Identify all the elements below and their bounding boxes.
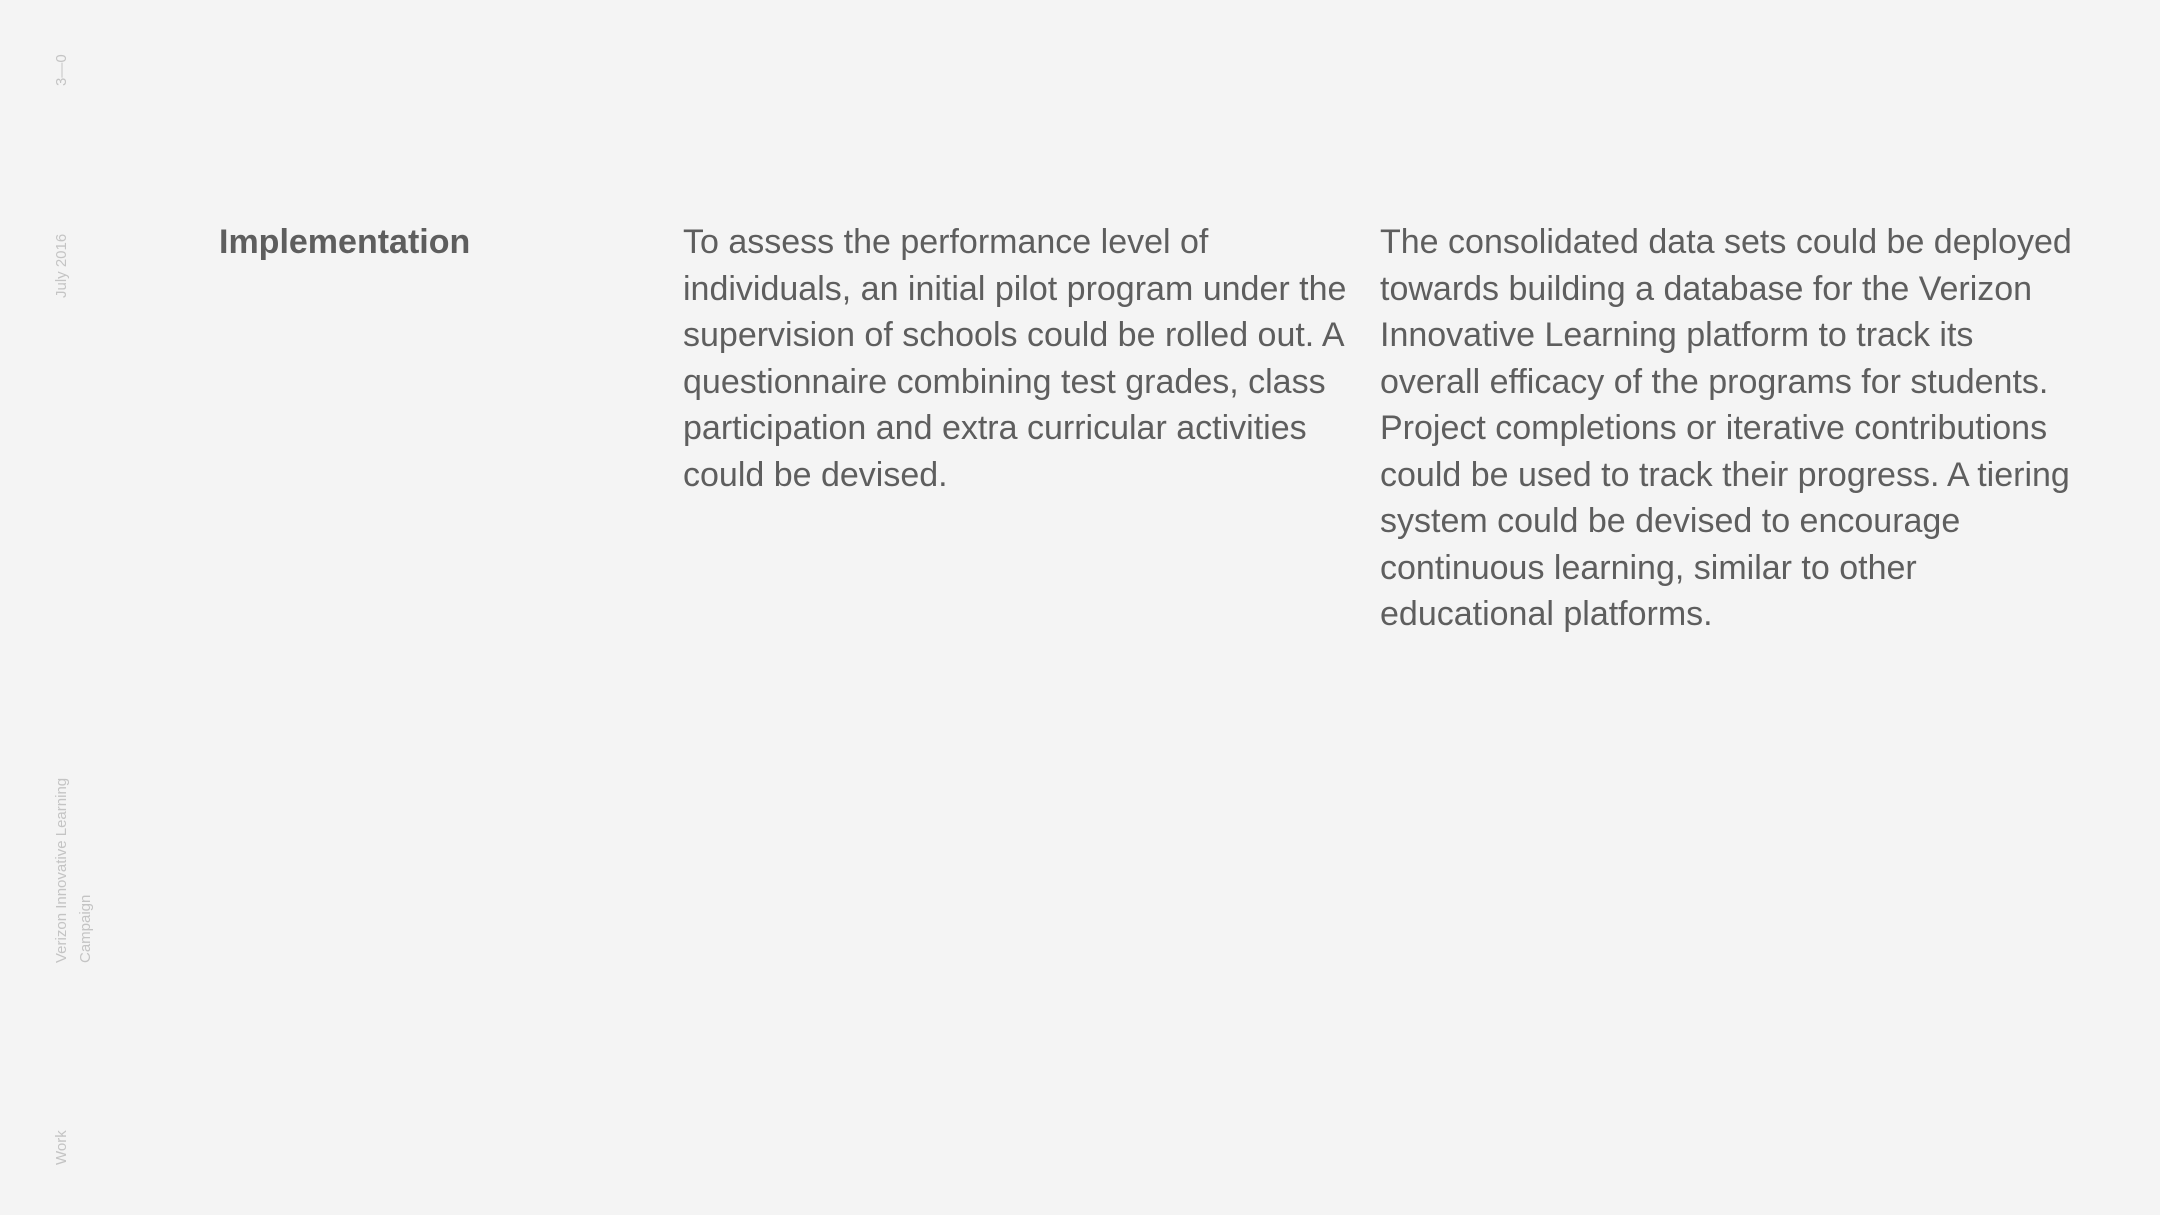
body-column-1: To assess the performance level of individuals, an initial pilot program under the supervision of schools could be rolled out. A questionnaire combining test grades, class participation and extra curricular activities could be devised.: [683, 223, 1347, 494]
body-column-2: The consolidated data sets could be deployed towards building a database for the Verizon Innovative Learning platform to track its overall efficacy of the programs for students. Project completions or iterative contributions could be used to track their progress. A tiering system could be devised to encourage continuous learning, similar to other educational platforms.: [1380, 223, 2072, 633]
project-label: [50, 778, 98, 963]
date-text: July 2016: [53, 233, 70, 298]
project-name-line-2: Campaign: [77, 894, 94, 963]
project-name-line-1: Verizon Innovative Learning: [53, 777, 70, 963]
section-text: Work: [53, 1130, 70, 1165]
section-label: [50, 1130, 74, 1165]
page-number-text: 3—0: [53, 54, 70, 86]
date-label: [50, 234, 74, 298]
page-number: [50, 54, 74, 86]
section-title: Implementation: [219, 223, 471, 261]
